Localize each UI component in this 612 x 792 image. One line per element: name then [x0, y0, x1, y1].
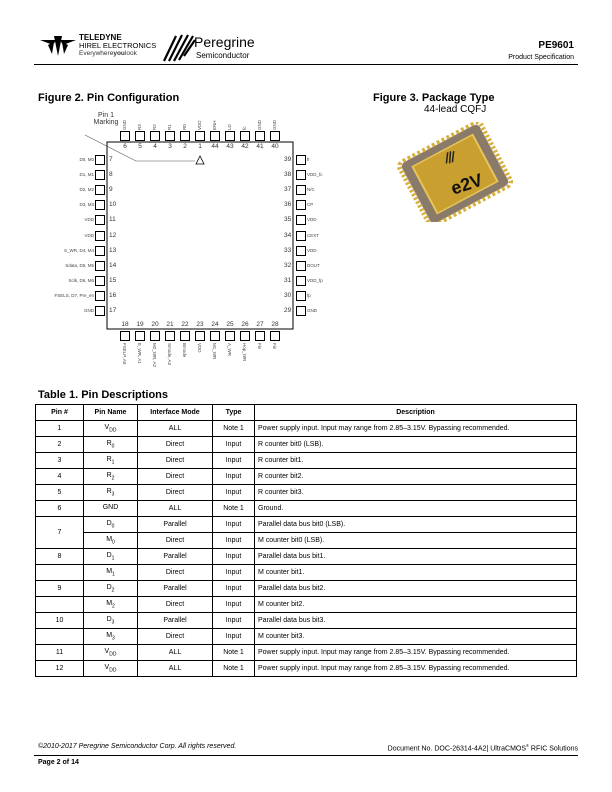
- pin-name: M: [106, 631, 113, 639]
- interface-mode-cell: Direct: [138, 597, 213, 613]
- pin-label: fc: [242, 126, 247, 130]
- interface-mode-cell: Parallel: [138, 613, 213, 629]
- pin-number: 3: [168, 143, 172, 150]
- pin-pad: [95, 276, 105, 286]
- pin-number: 38: [284, 171, 292, 179]
- pin-label: Fin: [257, 343, 262, 350]
- pin-pad: [165, 131, 175, 141]
- pin-name-cell: [84, 453, 138, 469]
- package-image: [395, 122, 515, 222]
- pin-pad: [95, 170, 105, 180]
- description-cell: Ground.: [255, 501, 577, 517]
- description-cell: Parallel data bus bit0 (LSB).: [255, 517, 577, 533]
- pin-label: R2: [152, 124, 157, 130]
- tagline-part: you: [113, 50, 125, 57]
- table-row: [36, 549, 577, 565]
- pin-name: R: [106, 455, 112, 463]
- type-cell: Input: [213, 485, 255, 501]
- pin-number-cell: [36, 565, 84, 581]
- interface-mode-cell: Parallel: [138, 517, 213, 533]
- tagline-part: look: [124, 50, 137, 57]
- pin-number: 34: [284, 231, 292, 239]
- pin-label: GND: [257, 120, 262, 130]
- pin-pad: [296, 200, 306, 210]
- type-cell: Input: [213, 613, 255, 629]
- pin-label: GND: [84, 308, 94, 313]
- pin-label: GND: [307, 308, 317, 313]
- description-cell: Power supply input. Input may range from 2.85–3.15V. Bypassing recommended.: [255, 645, 577, 661]
- pin-name: V: [104, 663, 110, 671]
- pin-label: R0: [182, 124, 187, 130]
- copyright: ©2010-2017 Peregrine Semiconductor Corp. All rights reserved.: [38, 743, 237, 750]
- pin-name-cell: [84, 437, 138, 453]
- pin-number-cell: 12: [36, 661, 84, 677]
- pin-label: ENH: [212, 120, 217, 130]
- pin-number: 24: [211, 321, 219, 328]
- pin-pad: [120, 131, 130, 141]
- pin-pad: [95, 291, 105, 301]
- page-number: Page 2 of 14: [38, 759, 79, 766]
- marking-line: Pin 1: [98, 112, 114, 119]
- peregrine-sub: Semiconductor: [196, 51, 250, 60]
- pin-name: M: [106, 567, 113, 575]
- pin-pad: [296, 246, 306, 256]
- pin-name: D: [106, 583, 112, 591]
- pin-label: VDD_fc: [307, 172, 323, 178]
- pin-number: 29: [284, 307, 292, 314]
- pin-descriptions-table: [35, 404, 577, 677]
- pin-number-cell: 9: [36, 581, 84, 597]
- interface-mode-cell: Direct: [138, 453, 213, 469]
- pin-label: D2, M2: [79, 187, 94, 193]
- type-cell: Input: [213, 629, 255, 645]
- pin-number: 18: [121, 321, 129, 328]
- footer-doc-info: Document No. DOC-26314-4A2| UltraCMOS® RFIC Solutions: [387, 743, 578, 753]
- description-cell: M counter bit2.: [255, 597, 577, 613]
- pin-number-cell: 4: [36, 469, 84, 485]
- type-cell: Input: [213, 533, 255, 549]
- type-cell: Input: [213, 581, 255, 597]
- pin-number: 7: [109, 156, 113, 163]
- pin-pad: [95, 155, 105, 165]
- pin-number: 19: [136, 321, 144, 328]
- pin-number: 5: [138, 143, 142, 150]
- pin-number: 17: [109, 307, 117, 314]
- type-cell: Note 1: [213, 421, 255, 437]
- pin-pad: [210, 131, 220, 141]
- pin-number: 11: [109, 216, 116, 224]
- pin-pad: [255, 331, 265, 341]
- chip-body: [107, 142, 293, 329]
- description-cell: M counter bit0 (LSB).: [255, 533, 577, 549]
- pin-label: Sclk, D6, M6: [68, 277, 94, 283]
- pin-name-cell: [84, 421, 138, 437]
- interface-mode-cell: ALL: [138, 645, 213, 661]
- pin-name: R: [106, 471, 112, 479]
- pin-number: 43: [226, 143, 234, 150]
- pin-name-subscript: 0: [111, 523, 115, 530]
- pin-name-cell: [84, 645, 138, 661]
- pin-number: 2: [183, 143, 187, 150]
- interface-mode-cell: Parallel: [138, 549, 213, 565]
- column-header: Type: [213, 405, 255, 421]
- pin-number: 37: [284, 186, 292, 194]
- figure3-title: Figure 3. Package Type: [373, 92, 495, 104]
- pin-label: Hop_WR: [242, 343, 247, 362]
- pin-label: A_WR: [227, 343, 232, 357]
- pin-name-subscript: 2: [111, 475, 115, 482]
- pin-label: VDD: [84, 217, 94, 223]
- pin-pad: [150, 331, 160, 341]
- pin-number-cell: 11: [36, 645, 84, 661]
- table-row: [36, 469, 577, 485]
- pin-number: 1: [198, 143, 202, 150]
- pin-number-cell: 1: [36, 421, 84, 437]
- pin-number: 44: [211, 143, 219, 150]
- table-row: [36, 501, 577, 517]
- pin-pad: [195, 331, 205, 341]
- pin-pad: [95, 185, 105, 195]
- description-cell: M counter bit1.: [255, 565, 577, 581]
- pin-number: 9: [109, 186, 113, 194]
- pin-label: VDD: [307, 217, 317, 223]
- pin-label: D1, M1: [79, 172, 94, 178]
- pin-pad: [135, 131, 145, 141]
- pin-pad: [225, 131, 235, 141]
- type-cell: Note 1: [213, 501, 255, 517]
- pin-name-subscript: 2: [111, 587, 115, 594]
- pin-label: fr: [307, 157, 310, 162]
- doc-type: Product Specification: [508, 54, 574, 61]
- pin-number: 40: [271, 143, 279, 150]
- pin-pad: [296, 291, 306, 301]
- pin-pad: [296, 155, 306, 165]
- pin-name-subscript: 1: [112, 571, 115, 578]
- pin-number-cell: 7: [36, 517, 84, 549]
- pin-pad: [165, 331, 175, 341]
- pin-name: V: [104, 423, 110, 431]
- pin-pad: [95, 306, 105, 316]
- pin-label: VDD: [197, 120, 202, 130]
- figure3-subtitle: 44-lead CQFJ: [424, 104, 487, 115]
- pin-pad: [296, 185, 306, 195]
- pin-number-cell: 10: [36, 613, 84, 629]
- pin-pad: [270, 331, 280, 341]
- pin-number: 33: [284, 246, 292, 254]
- pin-label: VDD_fp: [307, 277, 323, 283]
- description-cell: R counter bit0 (LSB).: [255, 437, 577, 453]
- interface-mode-cell: Direct: [138, 565, 213, 581]
- doc-number: Document No. DOC-26314-4A2: [387, 745, 487, 753]
- pin-name-cell: [84, 533, 138, 549]
- table-row: [36, 565, 577, 581]
- product-line-suffix: RFIC Solutions: [528, 745, 578, 753]
- pin-name-cell: [84, 597, 138, 613]
- table-row: [36, 421, 577, 437]
- pin-number: 8: [109, 171, 113, 179]
- pin-name-subscript: DD: [109, 667, 117, 674]
- type-cell: Input: [213, 565, 255, 581]
- figure2-title: Figure 2. Pin Configuration: [38, 92, 180, 104]
- description-cell: Power supply input. Input may range from 2.85–3.15V. Bypassing recommended.: [255, 421, 577, 437]
- pin-number: 22: [181, 321, 189, 328]
- pin-pad: [120, 331, 130, 341]
- column-header: Interface Mode: [138, 405, 213, 421]
- pin-pad: [210, 331, 220, 341]
- pin-number: 23: [196, 321, 204, 328]
- pin-name: GND: [102, 503, 119, 511]
- teledyne-name: TELEDYNE: [79, 33, 122, 42]
- pin-number: 10: [109, 201, 117, 209]
- pin-label: M2_WR, A2: [152, 343, 157, 368]
- table-row: [36, 629, 577, 645]
- table-row: [36, 485, 577, 501]
- type-cell: Input: [213, 437, 255, 453]
- interface-mode-cell: ALL: [138, 501, 213, 517]
- peregrine-name: Peregrine: [194, 34, 255, 50]
- pin-pad: [95, 246, 105, 256]
- pin-number: 14: [109, 261, 117, 269]
- description-cell: Parallel data bus bit3.: [255, 613, 577, 629]
- pin-number: 32: [284, 261, 292, 269]
- pin-pad: [296, 215, 306, 225]
- pin-number-cell: 2: [36, 437, 84, 453]
- pin-pad: [195, 131, 205, 141]
- part-number: PE9601: [538, 40, 574, 51]
- pin-name: D: [106, 519, 112, 527]
- pin-pad: [240, 331, 250, 341]
- interface-mode-cell: ALL: [138, 421, 213, 437]
- pin-name-subscript: 0: [112, 539, 115, 546]
- pin-number: 42: [241, 143, 249, 150]
- pin-label: Sdata, D5, M5: [65, 262, 94, 268]
- interface-mode-cell: Direct: [138, 469, 213, 485]
- pin-number-cell: [36, 629, 84, 645]
- pin-number: 36: [284, 201, 292, 209]
- column-header: Pin Name: [84, 405, 138, 421]
- pin-pad: [240, 131, 250, 141]
- pin-pad: [296, 170, 306, 180]
- pin-label: GND: [122, 120, 127, 130]
- pin-pad: [180, 331, 190, 341]
- pin-name-cell: [84, 581, 138, 597]
- pin-label: D3, M3: [79, 202, 94, 208]
- pin-name: V: [104, 647, 110, 655]
- pin-name: R: [106, 439, 112, 447]
- type-cell: Note 1: [213, 645, 255, 661]
- pin-number-cell: 5: [36, 485, 84, 501]
- pin-pad: [95, 231, 105, 241]
- marking-line: Marking: [93, 119, 119, 126]
- pin-number-cell: 8: [36, 549, 84, 565]
- pin-name-subscript: 0: [111, 443, 115, 450]
- pin-number: 31: [284, 276, 292, 284]
- pin-label: CEXT: [307, 232, 320, 238]
- description-cell: Parallel data bus bit2.: [255, 581, 577, 597]
- pin-number: 13: [109, 246, 117, 254]
- pin-name-cell: [84, 517, 138, 533]
- pin-name-cell: [84, 501, 138, 517]
- type-cell: Input: [213, 597, 255, 613]
- table-row: [36, 453, 577, 469]
- table-row: [36, 597, 577, 613]
- pin-name-cell: [84, 469, 138, 485]
- pin-name: M: [106, 599, 113, 607]
- pin-label: Fin: [272, 343, 277, 350]
- type-cell: Input: [213, 549, 255, 565]
- pin-name-cell: [84, 629, 138, 645]
- pin-number: 35: [284, 216, 292, 224]
- pin-pad: [95, 215, 105, 225]
- pin-label: R3: [137, 124, 142, 130]
- pin-number: 12: [109, 231, 117, 239]
- pin-label: LD: [227, 124, 232, 130]
- pin-number: 15: [109, 276, 117, 284]
- pin-number: 41: [256, 143, 264, 150]
- pin-pad: [296, 306, 306, 316]
- pin-name-cell: [84, 613, 138, 629]
- type-cell: Input: [213, 453, 255, 469]
- pin-label: DOUT: [307, 262, 320, 268]
- pin-name-subscript: 2: [112, 603, 115, 610]
- interface-mode-cell: Parallel: [138, 581, 213, 597]
- pin-name-subscript: 3: [111, 491, 115, 498]
- pin-label: VDD: [197, 343, 202, 353]
- pin-pad: [225, 331, 235, 341]
- pin-label: Smode, A3: [167, 343, 172, 366]
- pin-pad: [255, 131, 265, 141]
- chip-logo: e2V: [448, 169, 486, 199]
- interface-mode-cell: Direct: [138, 629, 213, 645]
- pin-label: E_WR, A1: [137, 343, 142, 364]
- pin-number: 21: [166, 321, 174, 328]
- pin-pad: [296, 231, 306, 241]
- pin-name: D: [106, 551, 112, 559]
- interface-mode-cell: Direct: [138, 485, 213, 501]
- pin-name-cell: [84, 549, 138, 565]
- pin-pad: [296, 276, 306, 286]
- description-cell: R counter bit2.: [255, 469, 577, 485]
- pin-pad: [270, 131, 280, 141]
- pin-name-cell: [84, 661, 138, 677]
- pin-pad: [95, 261, 105, 271]
- pin-pad: [95, 200, 105, 210]
- pin-name-subscript: DD: [109, 651, 117, 658]
- tagline-part: Everywhere: [79, 50, 114, 57]
- description-cell: R counter bit3.: [255, 485, 577, 501]
- table-row: [36, 581, 577, 597]
- pin-label: VDD: [84, 232, 94, 238]
- table-header-row: [36, 405, 577, 421]
- teledyne-division: HIREL ELECTRONICS: [79, 41, 157, 50]
- pin-label: R1: [167, 124, 172, 130]
- interface-mode-cell: Direct: [138, 533, 213, 549]
- pin-pad: [180, 131, 190, 141]
- type-cell: Input: [213, 517, 255, 533]
- type-cell: Input: [213, 469, 255, 485]
- pin-number: 4: [153, 143, 157, 150]
- table-title: Table 1. Pin Descriptions: [38, 389, 168, 401]
- pin-name-subscript: 1: [111, 459, 115, 466]
- table-row: [36, 533, 577, 549]
- pin-number: 16: [109, 291, 117, 299]
- pin-label: GND: [272, 120, 277, 130]
- pin-pad: [135, 331, 145, 341]
- pin-name-cell: [84, 565, 138, 581]
- pin-name-subscript: 1: [111, 555, 115, 562]
- pin-label: CP: [307, 202, 314, 208]
- description-cell: Parallel data bus bit1.: [255, 549, 577, 565]
- pin-number: 25: [226, 321, 234, 328]
- type-cell: Note 1: [213, 661, 255, 677]
- table-row: [36, 645, 577, 661]
- pin-label: M1_WR: [212, 343, 217, 360]
- pin-name: D: [106, 615, 112, 623]
- pin-name-subscript: DD: [109, 427, 117, 434]
- registered-mark: ®: [526, 743, 529, 748]
- pin1-triangle-icon: [196, 156, 204, 164]
- description-cell: R counter bit1.: [255, 453, 577, 469]
- pin-name-cell: [84, 485, 138, 501]
- pin-number: 20: [151, 321, 159, 328]
- pin-number: 6: [123, 143, 127, 150]
- pin-label: D0, M0: [79, 157, 94, 162]
- pin-pad: [296, 261, 306, 271]
- table-row: [36, 517, 577, 533]
- product-line: UltraCMOS: [490, 745, 527, 753]
- pin-number: 39: [284, 156, 292, 163]
- pin-label: VDD: [307, 247, 317, 253]
- description-cell: Power supply input. Input may range from 2.85–3.15V. Bypassing recommended.: [255, 661, 577, 677]
- pin-number-cell: [36, 597, 84, 613]
- pin-number-cell: 6: [36, 501, 84, 517]
- pin-number: 28: [271, 321, 279, 328]
- pin-label: FSELS, D7, Pre_en: [54, 292, 94, 298]
- pin-name: R: [106, 487, 112, 495]
- column-header: Description: [255, 405, 577, 421]
- pin-label: FSELP, A0: [122, 343, 127, 365]
- pin-name: M: [106, 535, 113, 543]
- pin-name-subscript: 3: [111, 619, 115, 626]
- interface-mode-cell: ALL: [138, 661, 213, 677]
- table-row: [36, 613, 577, 629]
- pin-number: 30: [284, 291, 292, 299]
- table-row: [36, 437, 577, 453]
- pin-label: fp: [307, 292, 311, 298]
- pin-name-subscript: 3: [112, 635, 115, 642]
- pin-label: Bmode: [182, 343, 187, 358]
- column-header: Pin #: [36, 405, 84, 421]
- pin-label: S_WR, D4, M4: [63, 247, 94, 253]
- pin-label: N/C: [307, 187, 315, 193]
- pin-number: 27: [256, 321, 264, 328]
- pin-pad: [150, 131, 160, 141]
- pin-number: 26: [241, 321, 249, 328]
- table-row: [36, 661, 577, 677]
- description-cell: M counter bit3.: [255, 629, 577, 645]
- interface-mode-cell: Direct: [138, 437, 213, 453]
- footer-rule: [34, 755, 578, 756]
- pin-number-cell: 3: [36, 453, 84, 469]
